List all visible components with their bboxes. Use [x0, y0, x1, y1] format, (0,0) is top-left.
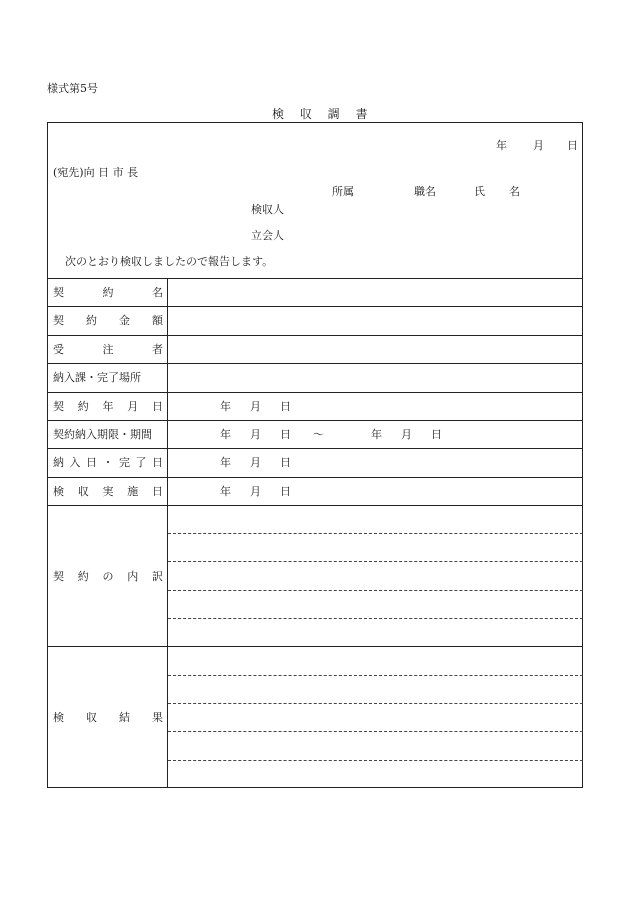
- label-delivery-date: 納 入 日 ・ 完 了 日: [53, 456, 163, 469]
- addressee: (宛先)向 日 市 長: [53, 166, 139, 179]
- col-affiliation: 所属: [332, 185, 354, 198]
- deadline-end-month: 月: [401, 428, 412, 441]
- col-name-1: 氏: [474, 185, 485, 198]
- label-contractor: 受 注 者: [53, 343, 163, 356]
- deadline-start-month: 月: [250, 428, 261, 441]
- label-contract-amount: 契 約 金 額: [53, 314, 163, 327]
- result-line: [168, 731, 583, 732]
- deadline-range-tilde: ～: [313, 428, 324, 441]
- row-divider: [47, 392, 583, 393]
- result-line: [168, 760, 583, 761]
- delivery-date-day: 日: [280, 456, 291, 469]
- result-line: [168, 703, 583, 704]
- label-contract-name: 契 約 名: [53, 286, 163, 299]
- label-contract-date: 契 約 年 月 日: [53, 400, 163, 413]
- breakdown-line: [168, 590, 583, 591]
- document-title: 検 収 調 書: [272, 107, 374, 121]
- deadline-start-day: 日: [280, 428, 291, 441]
- row-divider: [47, 363, 583, 364]
- inspection-date-day: 日: [280, 485, 291, 498]
- witness-label: 立会人: [251, 229, 284, 242]
- breakdown-line: [168, 561, 583, 562]
- label-inspection-result: 検 収 結 果: [53, 711, 163, 724]
- breakdown-line: [168, 533, 583, 534]
- row-divider: [47, 278, 583, 279]
- col-position: 職名: [414, 185, 436, 198]
- contract-date-year: 年: [220, 400, 231, 413]
- date-year: 年: [496, 139, 507, 152]
- row-divider: [47, 420, 583, 421]
- row-divider: [47, 477, 583, 478]
- date-day: 日: [567, 139, 578, 152]
- inspection-date-month: 月: [250, 485, 261, 498]
- delivery-date-year: 年: [220, 456, 231, 469]
- deadline-start-year: 年: [220, 428, 231, 441]
- date-month: 月: [533, 139, 544, 152]
- label-delivery-department: 納入課・完了場所: [53, 371, 141, 384]
- row-divider: [47, 306, 583, 307]
- report-statement: 次のとおり検収しましたので報告します。: [65, 255, 274, 268]
- label-contract-breakdown: 契 約 の 内 訳: [53, 570, 163, 583]
- row-divider: [47, 335, 583, 336]
- deadline-end-year: 年: [371, 428, 382, 441]
- delivery-date-month: 月: [250, 456, 261, 469]
- row-divider: [47, 505, 583, 506]
- result-line: [168, 675, 583, 676]
- row-divider: [47, 646, 583, 647]
- contract-date-month: 月: [250, 400, 261, 413]
- breakdown-line: [168, 618, 583, 619]
- deadline-end-day: 日: [431, 428, 442, 441]
- row-divider: [47, 448, 583, 449]
- label-inspection-date: 検 収 実 施 日: [53, 485, 163, 498]
- form-frame: [47, 122, 583, 788]
- inspector-label: 検収人: [251, 203, 284, 216]
- form-number: 様式第5号: [47, 82, 98, 95]
- col-name-2: 名: [509, 185, 520, 198]
- label-delivery-deadline: 契約納入期限・期間: [53, 428, 152, 441]
- contract-date-day: 日: [280, 400, 291, 413]
- inspection-date-year: 年: [220, 485, 231, 498]
